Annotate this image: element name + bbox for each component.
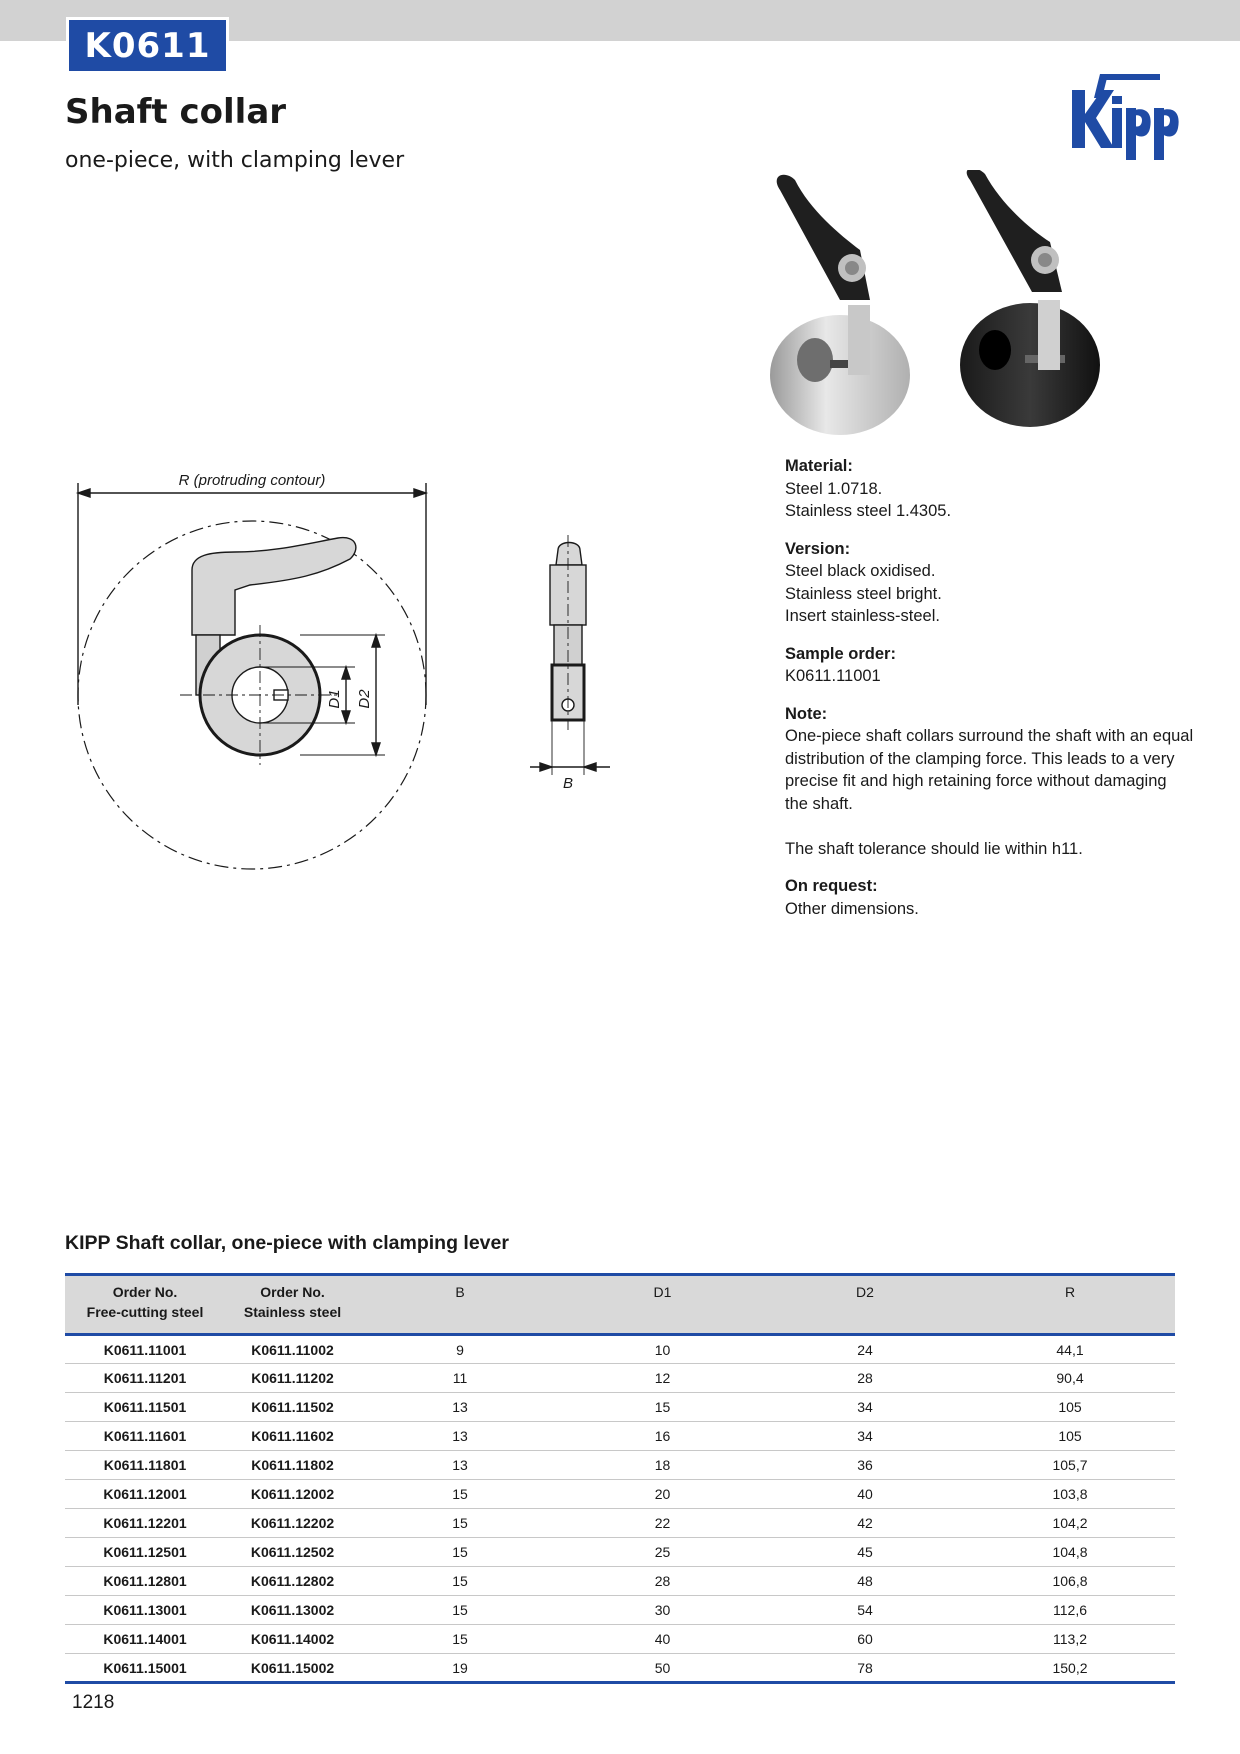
- cell-d2: 34: [765, 1393, 965, 1422]
- cell-d1: 15: [560, 1393, 765, 1422]
- col-header-order-stainless: Order No. Stainless steel: [243, 1284, 342, 1320]
- cell-order-stainless: K0611.11502: [225, 1393, 360, 1422]
- cell-b: 15: [360, 1567, 560, 1596]
- col-header-d1: D1: [653, 1284, 672, 1300]
- table-title: KIPP Shaft collar, one-piece with clamping lever: [65, 1232, 509, 1254]
- stainless-collar: [770, 175, 910, 435]
- spec-version-line: Stainless steel bright.: [785, 584, 942, 603]
- spec-note-line: distribution of the clamping force. This leads to a very: [785, 749, 1175, 768]
- spec-note-line: [785, 815, 1195, 838]
- product-code-badge: [66, 17, 229, 74]
- cell-r: 105: [965, 1422, 1175, 1451]
- cell-d1: 12: [560, 1364, 765, 1393]
- product-code: K0611: [69, 20, 226, 71]
- cell-b: 15: [360, 1625, 560, 1654]
- spec-note-line: precise fit and high retaining force without damaging: [785, 772, 1167, 790]
- page-number: 1218: [72, 1692, 115, 1713]
- cell-d1: 40: [560, 1625, 765, 1654]
- cell-d1: 22: [560, 1509, 765, 1538]
- cell-b: 9: [360, 1335, 560, 1364]
- technical-drawing: [60, 455, 650, 875]
- cell-r: 105: [965, 1393, 1175, 1422]
- cell-d2: 78: [765, 1654, 965, 1683]
- cell-b: 15: [360, 1509, 560, 1538]
- cell-order-stainless: K0611.12502: [225, 1538, 360, 1567]
- col-header-order-free-cutting: Order No. Free-cutting steel: [86, 1284, 204, 1320]
- cell-b: 13: [360, 1422, 560, 1451]
- cell-order-stainless: K0611.12202: [225, 1509, 360, 1538]
- cell-r: 150,2: [965, 1654, 1175, 1683]
- cell-d1: 20: [560, 1480, 765, 1509]
- cell-r: 106,8: [965, 1567, 1175, 1596]
- table-row: [65, 1393, 1175, 1422]
- table-row: [65, 1451, 1175, 1480]
- spec-material-line: Steel 1.0718.: [785, 479, 883, 498]
- cell-d1: 16: [560, 1422, 765, 1451]
- cell-d2: 60: [765, 1625, 965, 1654]
- table-row: [65, 1509, 1175, 1538]
- cell-d1: 50: [560, 1654, 765, 1683]
- spec-material: [785, 455, 1195, 523]
- cell-order-free-cutting: K0611.15001: [65, 1654, 225, 1683]
- cell-r: 90,4: [965, 1364, 1175, 1393]
- cell-order-free-cutting: K0611.11001: [65, 1335, 225, 1364]
- cell-order-free-cutting: K0611.12201: [65, 1509, 225, 1538]
- dimensions-table: [65, 1273, 1175, 1684]
- cell-order-stainless: K0611.11802: [225, 1451, 360, 1480]
- product-photo: [770, 170, 1130, 440]
- label-d2: D2: [356, 689, 373, 709]
- cell-order-free-cutting: K0611.12001: [65, 1480, 225, 1509]
- spec-version-line: Steel black oxidised.: [785, 562, 936, 580]
- spec-on-request: [785, 875, 1195, 920]
- cell-order-free-cutting: K0611.11601: [65, 1422, 225, 1451]
- spec-request-line: Other dimensions.: [785, 899, 919, 918]
- table-row: [65, 1567, 1175, 1596]
- spec-version-label: Version:: [785, 539, 851, 558]
- cell-d2: 28: [765, 1364, 965, 1393]
- cell-r: 105,7: [965, 1451, 1175, 1480]
- table-row: [65, 1654, 1175, 1683]
- spec-sample-line: K0611.11001: [785, 667, 881, 685]
- cell-b: 11: [360, 1364, 560, 1393]
- table-row: [65, 1538, 1175, 1567]
- spec-material-line: Stainless steel 1.4305.: [785, 502, 952, 520]
- cell-d2: 36: [765, 1451, 965, 1480]
- table-header-row: [65, 1275, 1175, 1335]
- cell-d2: 24: [765, 1335, 965, 1364]
- cell-r: 104,2: [965, 1509, 1175, 1538]
- cell-d1: 18: [560, 1451, 765, 1480]
- cell-order-stainless: K0611.15002: [225, 1654, 360, 1683]
- cell-order-stainless: K0611.13002: [225, 1596, 360, 1625]
- table-row: [65, 1480, 1175, 1509]
- cell-d1: 28: [560, 1567, 765, 1596]
- cell-r: 113,2: [965, 1625, 1175, 1654]
- cell-d1: 25: [560, 1538, 765, 1567]
- cell-b: 13: [360, 1393, 560, 1422]
- cell-order-free-cutting: K0611.11801: [65, 1451, 225, 1480]
- cell-d2: 48: [765, 1567, 965, 1596]
- cell-d2: 42: [765, 1509, 965, 1538]
- spec-version-line: Insert stainless-steel.: [785, 607, 940, 625]
- col-header-b: B: [455, 1284, 465, 1300]
- cell-b: 15: [360, 1596, 560, 1625]
- cell-order-stainless: K0611.12002: [225, 1480, 360, 1509]
- spec-note-label: Note:: [785, 704, 828, 723]
- cell-b: 13: [360, 1451, 560, 1480]
- cell-order-stainless: K0611.12802: [225, 1567, 360, 1596]
- cell-order-free-cutting: K0611.11501: [65, 1393, 225, 1422]
- page-title: Shaft collar: [65, 92, 287, 132]
- table-row: [65, 1625, 1175, 1654]
- cell-order-stainless: K0611.11602: [225, 1422, 360, 1451]
- table-row: [65, 1335, 1175, 1364]
- cell-r: 103,8: [965, 1480, 1175, 1509]
- cell-d2: 54: [765, 1596, 965, 1625]
- cell-r: 104,8: [965, 1538, 1175, 1567]
- cell-b: 19: [360, 1654, 560, 1683]
- cell-b: 15: [360, 1480, 560, 1509]
- cell-d1: 30: [560, 1596, 765, 1625]
- cell-d2: 34: [765, 1422, 965, 1451]
- cell-order-stainless: K0611.14002: [225, 1625, 360, 1654]
- label-r: R (protruding contour): [178, 472, 326, 489]
- black-collar: [960, 170, 1100, 427]
- spec-note-line: The shaft tolerance should lie within h11.: [785, 839, 1083, 858]
- label-d1: D1: [326, 689, 343, 709]
- cell-order-free-cutting: K0611.12501: [65, 1538, 225, 1567]
- spec-material-label: Material:: [785, 457, 853, 475]
- spec-note-line: the shaft.: [785, 794, 853, 813]
- spec-sample-label: Sample order:: [785, 644, 896, 663]
- cell-d2: 40: [765, 1480, 965, 1509]
- table-row: [65, 1422, 1175, 1451]
- cell-r: 44,1: [965, 1335, 1175, 1364]
- cell-r: 112,6: [965, 1596, 1175, 1625]
- specifications: [785, 455, 1195, 935]
- spec-sample-order: [785, 643, 1195, 688]
- table-row: [65, 1364, 1175, 1393]
- label-b: B: [562, 775, 574, 792]
- spec-note: [785, 703, 1195, 861]
- cell-d1: 10: [560, 1335, 765, 1364]
- spec-version: [785, 538, 1195, 628]
- spec-note-line: One-piece shaft collars surround the shaft with an equal: [785, 727, 1194, 745]
- spec-request-label: On request:: [785, 877, 878, 895]
- cell-order-stainless: K0611.11002: [225, 1335, 360, 1364]
- page-subtitle: one-piece, with clamping lever: [65, 148, 405, 173]
- cell-order-stainless: K0611.11202: [225, 1364, 360, 1393]
- cell-d2: 45: [765, 1538, 965, 1567]
- kipp-logo: [1070, 72, 1188, 160]
- cell-b: 15: [360, 1538, 560, 1567]
- col-header-d2: D2: [856, 1284, 874, 1300]
- cell-order-free-cutting: K0611.12801: [65, 1567, 225, 1596]
- table-row: [65, 1596, 1175, 1625]
- cell-order-free-cutting: K0611.13001: [65, 1596, 225, 1625]
- cell-order-free-cutting: K0611.11201: [65, 1364, 225, 1393]
- cell-order-free-cutting: K0611.14001: [65, 1625, 225, 1654]
- col-header-r: R: [1064, 1284, 1076, 1300]
